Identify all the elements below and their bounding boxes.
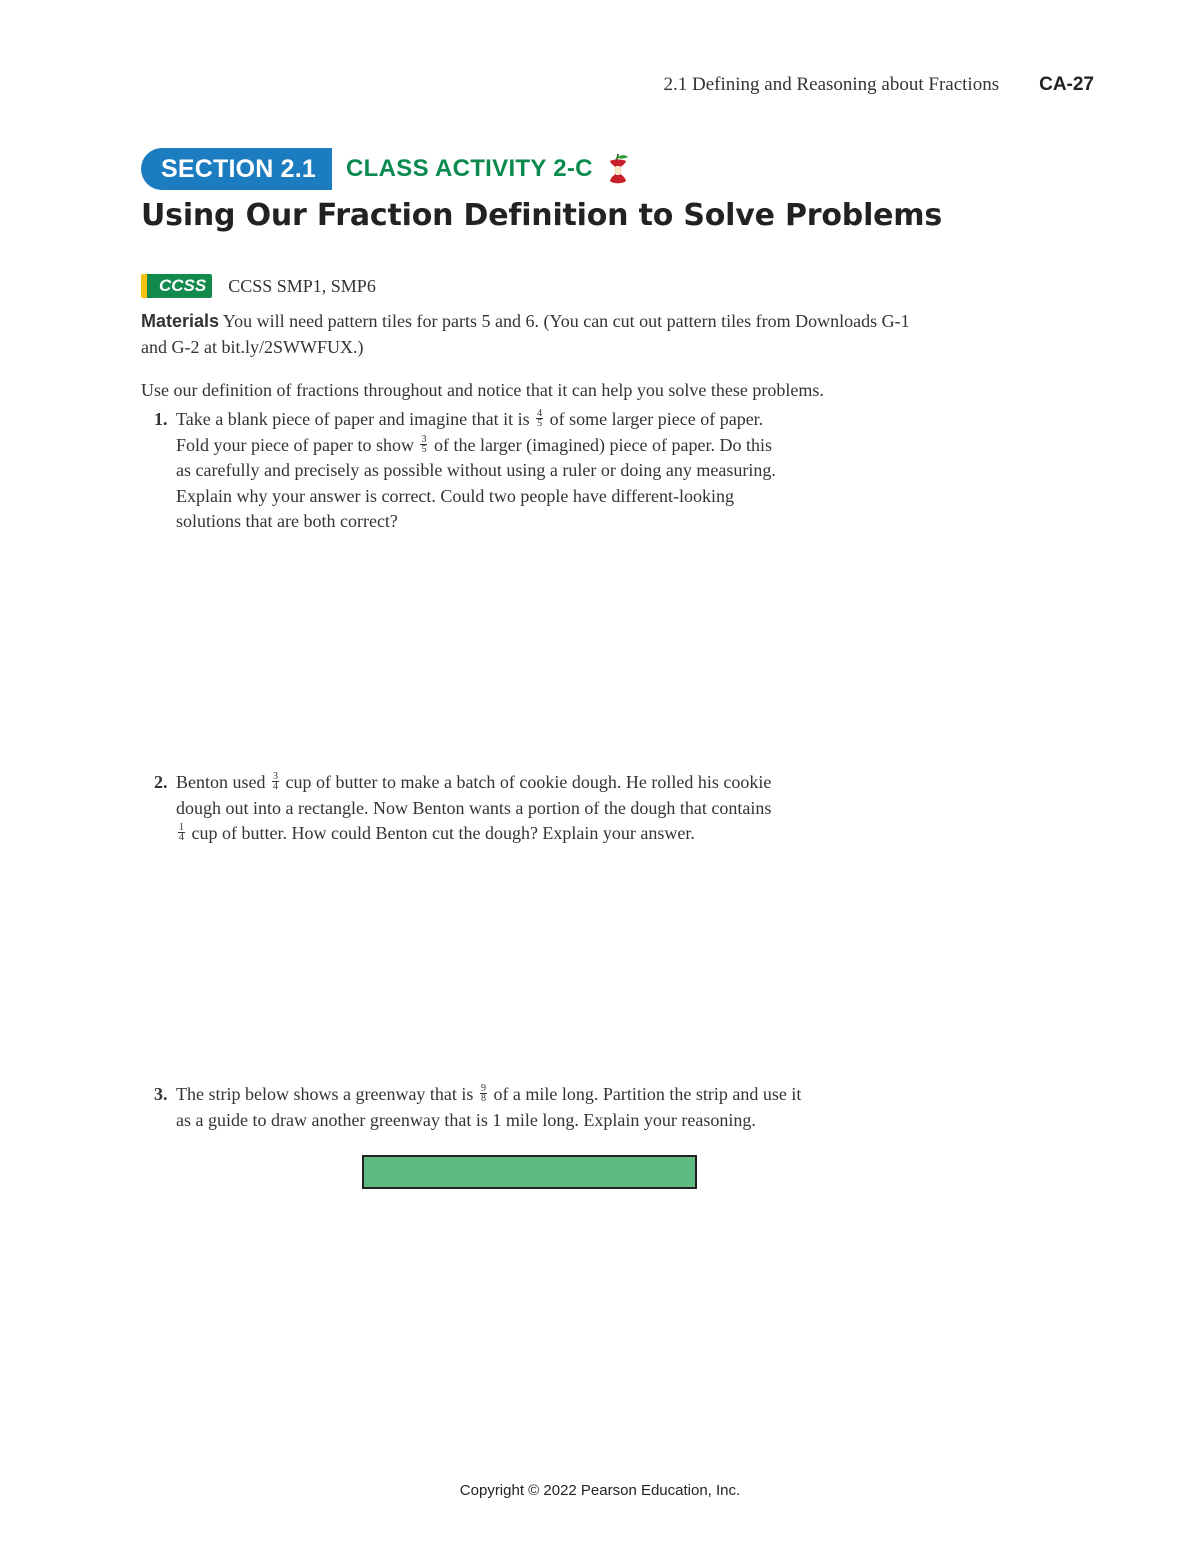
fraction: $\frac{3}{4}$: [273, 771, 278, 793]
problem-text: cup of butter to make a batch of cookie dough. He rolled his cookie: [285, 772, 772, 792]
copyright-footer: Copyright © 2022 Pearson Education, Inc.: [459, 1482, 741, 1499]
page-number: CA-27: [1039, 74, 1094, 95]
problem-text: as a guide to draw another greenway that is 1 mile long. Explain your reasoning.: [176, 1109, 756, 1130]
ccss-badge: CCSS: [141, 274, 212, 298]
section-divider: [332, 148, 336, 190]
running-header: [663, 74, 1094, 96]
header-title: 2.1 Defining and Reasoning about Fractions: [663, 74, 1000, 95]
greenway-strip: [362, 1155, 697, 1189]
fraction: $\frac{1}{4}$: [179, 822, 184, 844]
fraction: $\frac{9}{8}$: [480, 1083, 486, 1105]
ccss-text: CCSS SMP1, SMP6: [228, 275, 376, 296]
problem-text: as carefully and precisely as possible without using a ruler or doing any measuring.: [176, 460, 776, 480]
problem-text: solutions that are both correct?: [176, 511, 398, 531]
fraction: $\frac{3}{5}$: [421, 433, 427, 455]
problem-text: of the larger (imagined) piece of paper. Do this: [433, 434, 772, 455]
problem-text: Take a blank piece of paper and imagine that it is: [176, 409, 530, 429]
problem-2: [154, 770, 934, 847]
materials-label: Materials: [141, 311, 220, 331]
problem-text: of a mile long. Partition the strip and use it: [493, 1084, 802, 1104]
materials-paragraph: [141, 308, 931, 360]
page-title: Using Our Fraction Definition to Solve Problems: [141, 198, 943, 233]
class-activity-label: CLASS ACTIVITY 2-C: [346, 155, 593, 182]
problem-text: dough out into a rectangle. Now Benton wants a portion of the dough that contains: [176, 797, 772, 818]
intro-paragraph: Use our definition of fractions throughout and notice that it can help you solve these problems.: [141, 380, 824, 400]
problem-text: of some larger piece of paper.: [549, 409, 764, 429]
problem-text: Benton used: [176, 772, 266, 792]
materials-text: You will need pattern tiles for parts 5 and 6. (You can cut out pattern tiles from Downloads G-1 and G-2 at bit.ly/2SWWFUX.): [141, 311, 910, 357]
problem-number: 3.: [154, 1084, 168, 1104]
problem-number: 1.: [154, 409, 168, 429]
problem-text: The strip below shows a greenway that is: [176, 1084, 474, 1104]
fraction: $\frac{4}{5}$: [537, 408, 543, 430]
problem-1: [154, 407, 934, 535]
ccss-standards: [141, 274, 376, 298]
problem-text: cup of butter. How could Benton cut the dough? Explain your answer.: [191, 823, 695, 843]
apple-core-icon: [605, 152, 631, 186]
section-banner: [141, 148, 631, 190]
problem-number: 2.: [154, 772, 168, 792]
problem-text: Fold your piece of paper to show: [176, 434, 414, 455]
section-badge: SECTION 2.1: [141, 148, 332, 190]
problem-text: Explain why your answer is correct. Could two people have different-looking: [176, 485, 735, 506]
problem-3: [154, 1082, 934, 1133]
